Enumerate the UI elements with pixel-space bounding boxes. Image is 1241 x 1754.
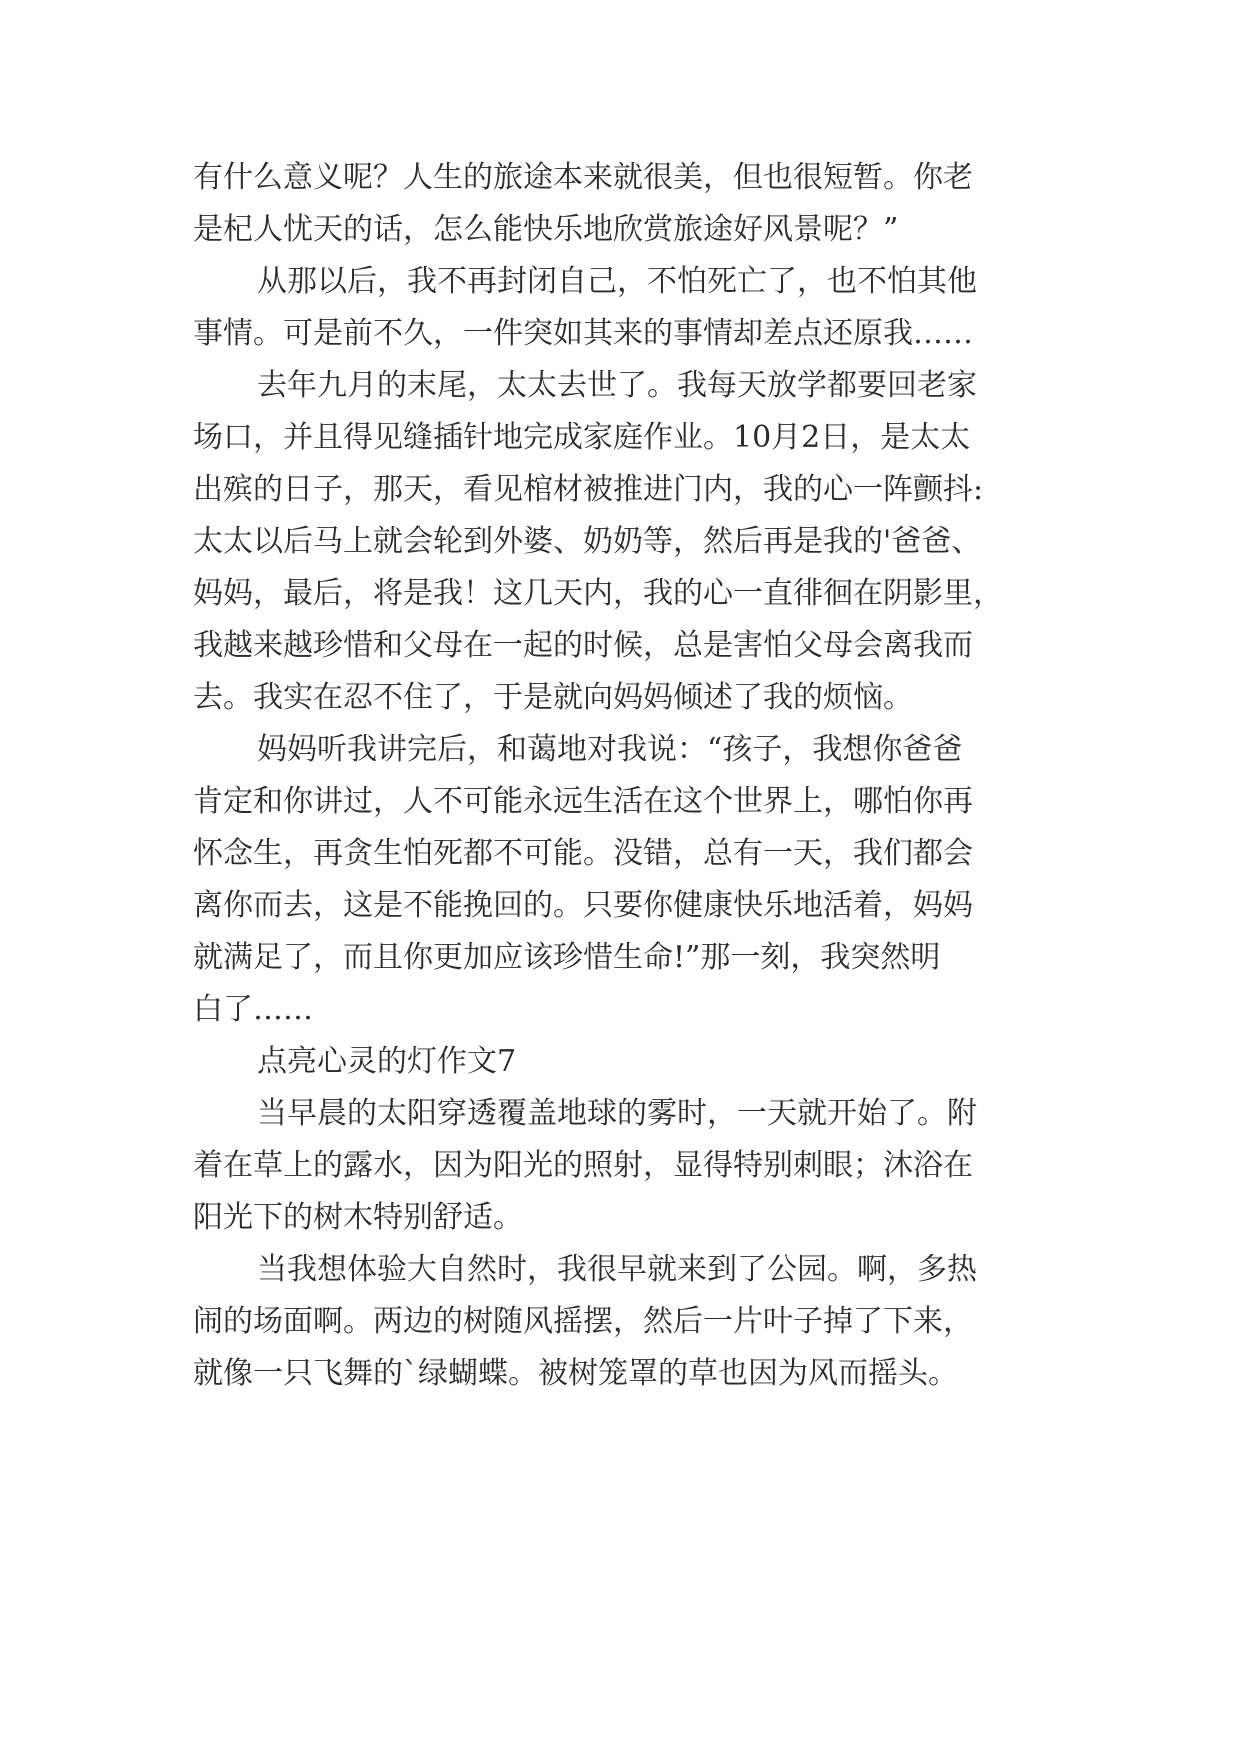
text-line: 就像一只飞舞的`绿蝴蝶。被树笼罩的草也因为风而摇头。 — [193, 1356, 958, 1391]
text-line: 阳光下的树木特别舒适。 — [193, 1200, 523, 1235]
text-line: 白了…… — [193, 992, 313, 1027]
paragraph-start-line: 去年九月的末尾，太太去世了。我每天放学都要回老家 — [257, 368, 977, 403]
text-line: 场口，并且得见缝插针地完成家庭作业。10月2日，是太太 — [193, 420, 971, 455]
text-line: 有什么意义呢？人生的旅途本来就很美，但也很短暂。你老 — [193, 160, 973, 195]
text-line: 出殡的日子，那天，看见棺材被推进门内，我的心一阵颤抖: — [193, 472, 984, 507]
text-line: 我越来越珍惜和父母在一起的时候，总是害怕父母会离我而 — [193, 628, 973, 663]
text-line: 是杞人忧天的话，怎么能快乐地欣赏旅途好风景呢？” — [193, 212, 899, 247]
text-line: 事情。可是前不久，一件突如其来的事情却差点还原我…… — [193, 316, 973, 351]
text-line: 去。我实在忍不住了，于是就向妈妈倾述了我的烦恼。 — [193, 680, 913, 715]
text-line: 离你而去，这是不能挽回的。只要你健康快乐地活着，妈妈 — [193, 888, 973, 923]
section-heading: 点亮心灵的灯作文7 — [257, 1044, 517, 1079]
paragraph-start-line: 妈妈听我讲完后，和蔼地对我说：“孩子，我想你爸爸 — [257, 732, 963, 767]
paragraph-start-line: 当我想体验大自然时，我很早就来到了公园。啊，多热 — [257, 1252, 977, 1287]
text-line: 肯定和你讲过，人不可能永远生活在这个世界上，哪怕你再 — [193, 784, 973, 819]
text-line: 妈妈，最后，将是我！这几天内，我的心一直徘徊在阴影里， — [193, 576, 1003, 611]
text-line: 太太以后马上就会轮到外婆、奶奶等，然后再是我的'爸爸、 — [193, 524, 982, 559]
text-line: 闹的场面啊。两边的树随风摇摆，然后一片叶子掉了下来， — [193, 1304, 973, 1339]
paragraph-start-line: 当早晨的太阳穿透覆盖地球的雾时，一天就开始了。附 — [257, 1096, 977, 1131]
paragraph-start-line: 从那以后，我不再封闭自己，不怕死亡了，也不怕其他 — [257, 264, 977, 299]
text-line: 怀念生，再贪生怕死都不可能。没错，总有一天，我们都会 — [193, 836, 973, 871]
text-line: 就满足了，而且你更加应该珍惜生命!”那一刻，我突然明 — [193, 940, 941, 975]
text-line: 着在草上的露水，因为阳光的照射，显得特别刺眼；沐浴在 — [193, 1148, 973, 1183]
